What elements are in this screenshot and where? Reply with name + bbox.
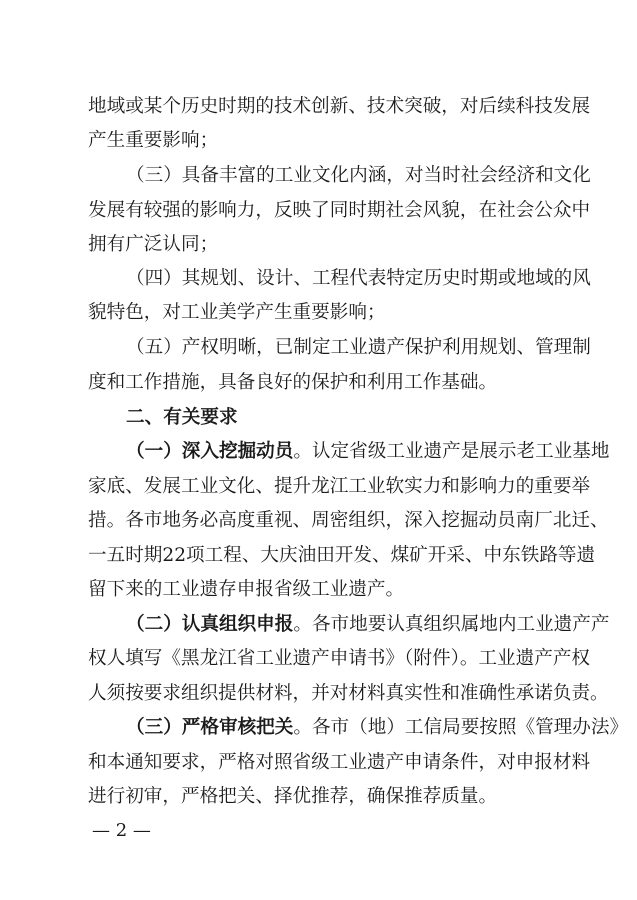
body-line: 措。各市地务必高度重视、周密组织，深入挖掘动员南厂北迁、 — [88, 510, 609, 531]
requirement-2-first-line — [126, 614, 610, 636]
criterion-5-line: （五）产权明晰，已制定工业遗产保护利用规划、管理制 — [126, 337, 591, 358]
body-line: 进行初审，严格把关、择优推荐，确保推荐质量。 — [88, 786, 498, 807]
body-line: 人须按要求组织提供材料，并对材料真实性和准确性承诺负责。 — [88, 683, 609, 704]
body-line: 和本通知要求，严格对照省级工业遗产申请条件，对申报材料 — [88, 752, 591, 773]
section-heading: 二、有关要求 — [126, 407, 238, 428]
body-line: 发展有较强的影响力，反映了同时期社会风貌，在社会公众中 — [88, 200, 591, 221]
requirement-1-title: （一）深入挖掘动员 — [126, 441, 294, 462]
body-line: 拥有广泛认同； — [88, 234, 219, 255]
requirement-2-title: （二）认真组织申报 — [126, 614, 294, 635]
body-line: 权人填写《黑龙江省工业遗产申请书》（附件）。工业遗产产权 — [88, 648, 591, 669]
body-line: 貌特色，对工业美学产生重要影响； — [88, 302, 386, 323]
body-line: 产生重要影响； — [88, 130, 219, 151]
requirement-3-title: （三）严格审核把关 — [126, 717, 294, 738]
criterion-4-line: （四）其规划、设计、工程代表特定历史时期或地域的风 — [126, 268, 591, 289]
requirement-3-first-line — [126, 717, 629, 739]
requirement-3-text: 。各市（地）工信局要按照《管理办法》 — [293, 717, 629, 738]
requirement-2-text: 。各市地要认真组织属地内工业遗产产 — [293, 614, 610, 635]
requirement-1-first-line — [126, 441, 610, 463]
body-line: 地域或某个历史时期的技术创新、技术突破，对后续科技发展 — [88, 96, 591, 117]
body-line: 一五时期22项工程、大庆油田开发、煤矿开采、中东铁路等遗 — [88, 545, 596, 566]
body-line: 留下来的工业遗存申报省级工业遗产。 — [88, 579, 405, 600]
body-line: 度和工作措施，具备良好的保护和利用工作基础。 — [88, 372, 498, 393]
requirement-1-text: 。认定省级工业遗产是展示老工业基地 — [293, 441, 610, 462]
criterion-3-line: （三）具备丰富的工业文化内涵，对当时社会经济和文化 — [126, 165, 591, 186]
page-number: — 2 — — [92, 820, 151, 841]
body-line: 家底、发展工业文化、提升龙江工业软实力和影响力的重要举 — [88, 476, 591, 497]
